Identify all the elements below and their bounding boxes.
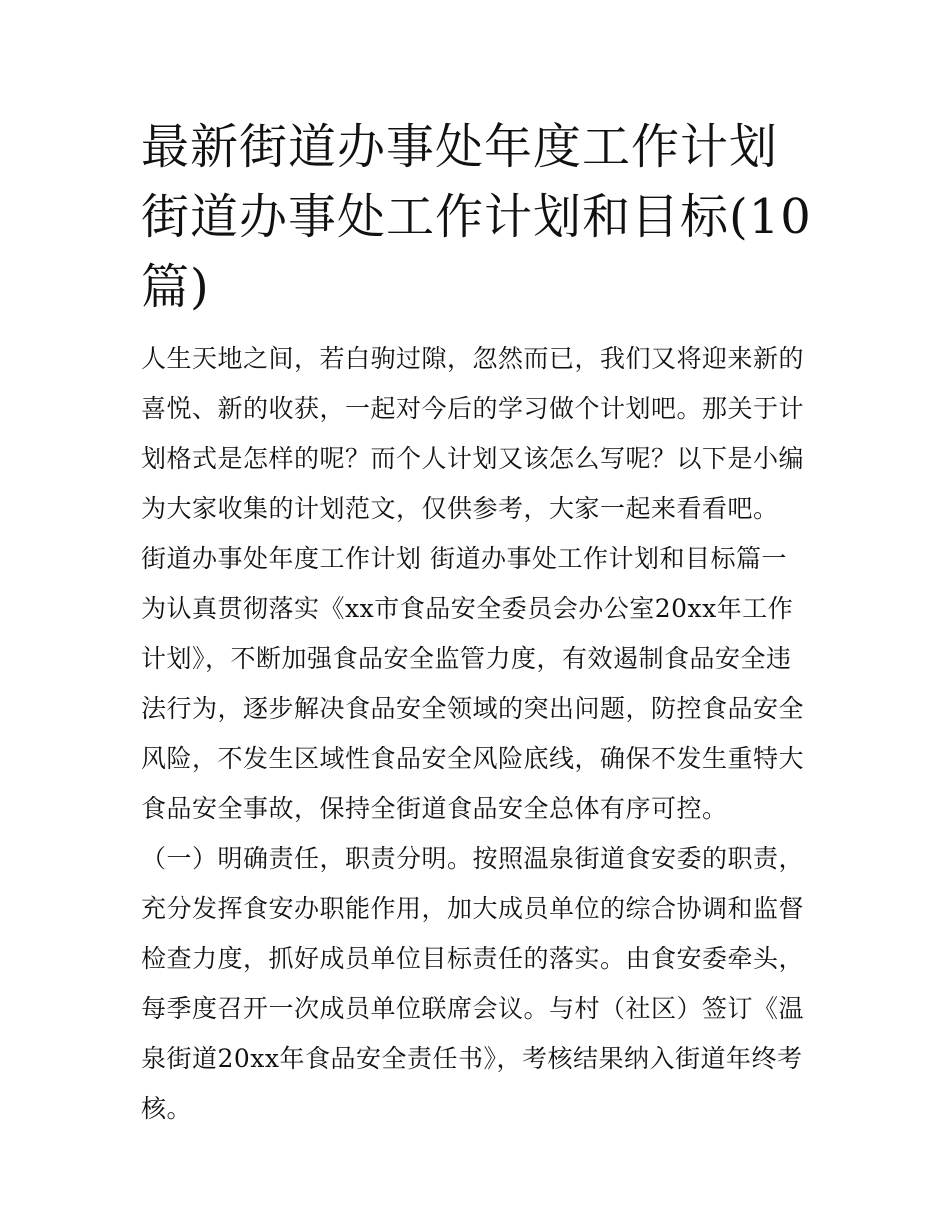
body-paragraph-2: （一）明确责任，职责分明。按照温泉街道食安委的职责，充分发挥食安办职能作用，加大成员单位的综合协调和监督检查力度，抓好成员单位目标责任的落实。由食安委牵头，每季度召开一次成员单位联席会议。与村（社区）签订《温泉街道20xx年食品安全责任书》，考核结果纳入街道年终考核。 [141,844,805,1123]
document-content [141,112,813,1134]
title-line-1: 最新街道办事处年度工作计划 [141,119,779,175]
body-paragraph-1: 为认真贯彻落实《xx市食品安全委员会办公室20xx年工作计划》，不断加强食品安全监管力度，有效遏制食品安全违法行为，逐步解决食品安全领域的突出问题，防控食品安全风险，不发生区域性食品安全风险底线，确保不发生重特大食品安全事故，保持全街道食品安全总体有序可控。 [141,594,805,823]
title-line-3: 篇) [141,259,210,315]
title-line-2: 街道办事处工作计划和目标(10 [141,189,812,245]
document-title [141,112,813,322]
intro-paragraph: 人生天地之间，若白驹过隙，忽然而已，我们又将迎来新的喜悦、新的收获，一起对今后的学习做个计划吧。那关于计划格式是怎样的呢？而个人计划又该怎么写呢？以下是小编为大家收集的计划范文，仅供参考，大家一起来看看吧。 [141,344,805,523]
section-heading: 街道办事处年度工作计划 街道办事处工作计划和目标篇一 [141,544,787,573]
